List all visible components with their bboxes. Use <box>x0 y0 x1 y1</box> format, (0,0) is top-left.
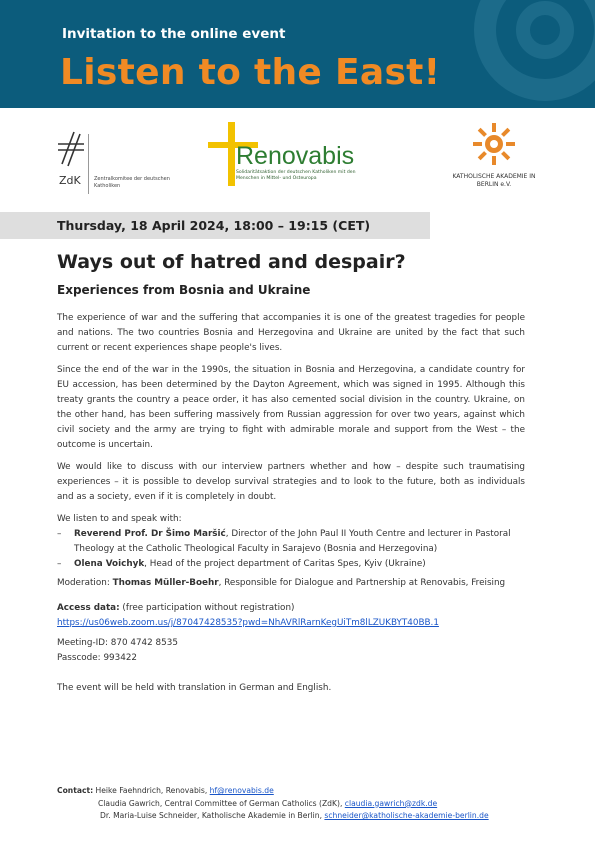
speaker-name: Reverend Prof. Dr Šimo Maršić <box>74 529 226 539</box>
logo-row <box>0 112 595 202</box>
renovabis-name: Renovabis <box>236 142 355 170</box>
access-data <box>57 601 525 696</box>
speaker-list <box>57 527 525 572</box>
contact-label: Contact: <box>57 786 94 795</box>
access-note: (free participation without registration) <box>119 603 295 613</box>
moderator-desc: , Responsible for Dialogue and Partnership at Renovabis, Freising <box>218 578 506 588</box>
akademie-logo <box>444 118 544 198</box>
contact-email[interactable]: claudia.gawrich@zdk.de <box>344 798 438 808</box>
contact-email[interactable]: schneider@katholische-akademie-berlin.de <box>324 811 489 820</box>
contact-line <box>57 785 537 798</box>
dash-bullet: – <box>57 559 62 569</box>
zoom-link[interactable]: https://us06web.zoom.us/j/87047428535?pwd=NhAVRlRarnKegUiTm8lLZUKBYT40BB.1 <box>57 618 439 628</box>
event-kicker: Invitation to the online event <box>62 26 286 42</box>
translation-note: The event will be held with translation in German and English. <box>57 683 332 693</box>
event-date: Thursday, 18 April 2024, 18:00 – 19:15 (CET) <box>57 218 371 233</box>
renovabis-subtitle: Solidaritätsaktion der deutschen Katholiken mit den Menschen in Mittel- und Osteuropa <box>236 170 356 181</box>
speaker-desc: , Director of the John Paul II Youth Centre and lecturer in Pastoral Theology at the Catholic Theological Faculty in Sarajevo (Bosnia and Herzegovina) <box>74 529 511 554</box>
contact-text: Dr. Maria-Luise Schneider, Katholische Akademie in Berlin, <box>100 811 325 820</box>
contact-email[interactable]: hf@renovabis.de <box>209 786 274 795</box>
contact-line <box>57 810 537 823</box>
decorative-rings-icon <box>435 0 595 108</box>
paragraph: Since the end of the war in the 1990s, the situation in Bosnia and Herzegovina, a candidate country for EU accession, has been determined by the Dayton Agreement, which was signed in 1995. Although this treaty grants the country a peace order, it has also cemented social division in the country. Ukraine, on the other hand, has been suffering massively from Russian aggression for over two years, against which civil society and the army are trying to fight with admirable morale and support from the West – the outcome is uncertain. <box>57 365 525 450</box>
contact-text: Claudia Gawrich, Central Committee of German Catholics (ZdK), <box>98 798 345 808</box>
contact-text: Heike Faehndrich, Renovabis, <box>93 786 210 795</box>
access-heading <box>57 601 525 616</box>
akademie-name: KATHOLISCHE AKADEMIE IN BERLIN e.V. <box>452 173 536 188</box>
event-subtitle: Experiences from Bosnia and Ukraine <box>57 283 311 297</box>
speakers-intro: We listen to and speak with: <box>57 514 182 524</box>
dash-bullet: – <box>57 529 62 539</box>
passcode: Passcode: 993422 <box>57 653 138 663</box>
speaker-item <box>57 557 525 572</box>
speaker-desc: , Head of the project department of Caritas Spes, Kyiv (Ukraine) <box>144 559 426 569</box>
speaker-item <box>57 527 525 557</box>
event-description <box>57 311 525 591</box>
zdk-cross-icon <box>56 128 86 170</box>
speaker-name: Olena Voichyk <box>74 559 145 569</box>
event-date-bar <box>0 212 430 239</box>
page-title: Listen to the East! <box>60 52 441 93</box>
event-title: Ways out of hatred and despair? <box>57 251 406 273</box>
renovabis-logo <box>206 120 376 195</box>
header-banner <box>0 0 595 108</box>
zdk-logo <box>56 124 186 194</box>
paragraph: We would like to discuss with our interview partners whether and how – despite such traumatising experiences – it is possible to develop survival strategies and to look to the future, both as individuals and as a society, even if it is completely in doubt. <box>57 462 525 502</box>
moderator-name: Thomas Müller-Boehr <box>112 578 219 588</box>
akademie-sun-icon <box>472 122 516 166</box>
zdk-subtitle: Zentralkomitee der deutschen Katholiken <box>94 176 170 189</box>
moderation-label: Moderation: <box>57 578 113 588</box>
meeting-id: Meeting-ID: 870 4742 8535 <box>57 638 178 648</box>
access-label: Access data: <box>57 603 120 613</box>
contact-line <box>57 798 537 811</box>
zdk-divider <box>88 134 89 194</box>
paragraph: The experience of war and the suffering that accompanies it is one of the greatest tragedies for people and nations. The two countries Bosnia and Herzegovina and Ukraine are united by the fact that such current or recent experiences shape people's lives. <box>57 313 525 353</box>
contact-block <box>57 785 537 823</box>
zdk-mark: ZdK <box>59 174 81 187</box>
moderation-line <box>57 576 525 591</box>
